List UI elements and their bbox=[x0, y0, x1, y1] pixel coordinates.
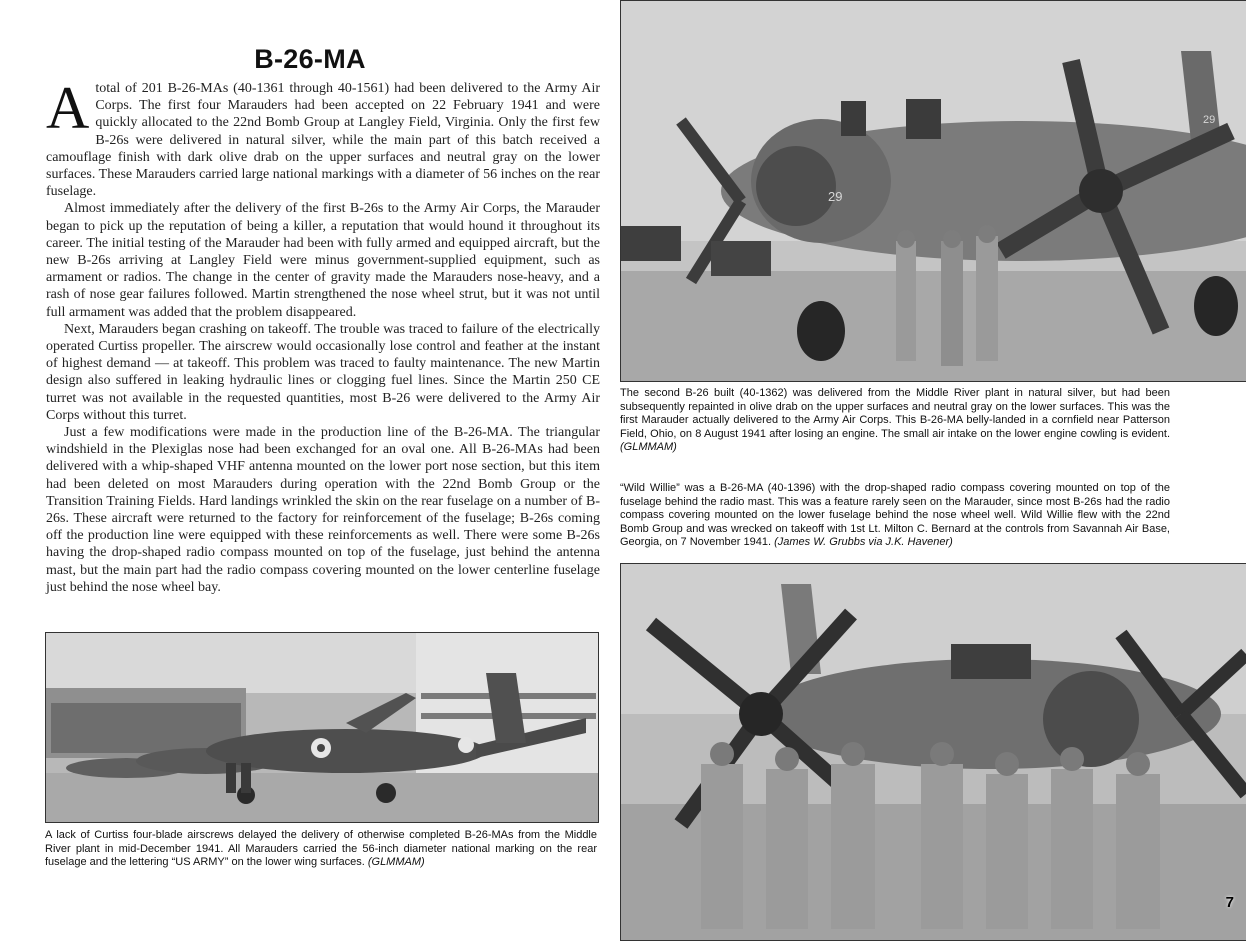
photo-b26-crew-top-image bbox=[621, 1, 1246, 381]
nose-number-text: 29 bbox=[828, 189, 843, 204]
article-body bbox=[46, 75, 600, 596]
caption-middle-right-credit: (James W. Grubbs via J.K. Havener) bbox=[774, 536, 953, 549]
page-number: 7 bbox=[1225, 894, 1234, 911]
caption-bottom-left bbox=[45, 829, 597, 870]
photo-wild-willie-crew-image bbox=[621, 564, 1246, 940]
photo-aircraft-row-image bbox=[46, 633, 598, 822]
drop-cap: A bbox=[46, 75, 90, 141]
paragraph-1-text: total of 201 B-26-MAs (40-1361 through 40-1561) had been delivered to the Army Air Corps. The first four Marauders had been accepted on 22 February 1941 and were quickly allocated to the 22nd Bomb Group at Langley Field, Virginia. Only the first few B-26s were delivered in natural silver, while the main part of this batch received a camouflage finish with dark olive drab on the upper surfaces and neutral gray on the lower surfaces. These Marauders carried large national markings with a diameter of 56 inches on the rear fuselage. bbox=[46, 81, 600, 200]
paragraph-1 bbox=[46, 75, 600, 200]
paragraph-2: Almost immediately after the delivery of the first B-26s to the Army Air Corps, the Marauder began to pick up the reputation of being a killer, a reputation that would hound it throughout its career. The initial testing of the Marauder had been with fully armed and equipped aircraft, but the new B-26s arriving at Langley Field were minus government-supplied equipment, such as armament or radios. The change in the center of gravity made the Marauders nose-heavy, and a rash of nose gear failures followed. Martin strengthened the nose wheel strut, but it was not until full armament was added that the problem disappeared. bbox=[46, 201, 600, 320]
caption-bottom-left-credit: (GLMMAM) bbox=[367, 856, 425, 869]
photo-wild-willie-crew bbox=[620, 563, 1246, 941]
photo-b26-crew-top bbox=[620, 0, 1246, 382]
right-column bbox=[620, 0, 1246, 939]
caption-top-right bbox=[620, 387, 1170, 455]
caption-middle-right-text: “Wild Willie” was a B-26-MA (40-1396) with the drop-shaped radio compass covering mounted on top of the fuselage behind the radio mast. This was a feature rarely seen on the Marauder, since most B-26s had the radio compass covering mounted on the lower fuselage behind the nose wheel well. Wild Willie flew with the 22nd Bomb Group and was wrecked on takeoff with 1st Lt. Milton C. Bernard at the controls from Savannah Air Base, Georgia, on 7 November 1941. bbox=[620, 482, 1170, 549]
paragraph-4: Just a few modifications were made in the production line of the B-26-MA. The triangular windshield in the Plexiglas nose had been exchanged for an oval one. All B-26-MAs had been delivered with a whip-shaped VHF antenna mounted on the lower port nose section, but this item had been deleted on most Marauders during operation with the 22nd Bomb Group or the Transition Training Fields. Hard landings wrinkled the skin on the rear fuselage on a number of B-26s. These aircraft were returned to the factory for reinforcement of the fuselage; B-26s coming off the production line were equipped with these reinforcements as well. There were some B-26s having the drop-shaped radio compass mounted on top of the fuselage, just behind the antenna mast, but the main part had the radio compass covering mounted on the lower centerline fuselage just behind the nose wheel bay. bbox=[46, 425, 600, 595]
caption-middle-right bbox=[620, 482, 1170, 550]
photo-aircraft-row bbox=[45, 632, 599, 823]
page-title: B-26-MA bbox=[254, 44, 366, 74]
left-column bbox=[0, 0, 620, 939]
paragraph-3: Next, Marauders began crashing on takeoff. The trouble was traced to failure of the electrically operated Curtiss propeller. The airscrew would occasionally lose control and feather at the instant of highest demand — at takeoff. This problem was traced to faulty maintenance. The new Martin design also suffered in leaking hydraulic lines or clogging fuel lines. Since the Martin 250 CE turret was not available in the requested quantities, most B-26 were delivered to the Army Air Corps without this turret. bbox=[46, 321, 600, 423]
caption-top-right-credit: (GLMMAM) bbox=[620, 441, 677, 454]
tail-number-text: 29 bbox=[1203, 114, 1216, 126]
caption-top-right-text: The second B-26 built (40-1362) was delivered from the Middle River plant in natural silver, but had been subsequently repainted in olive drab on the upper surfaces and neutral gray on the lower surfaces. This was the first Marauder actually delivered to the Army Air Corps. This B-26-MA belly-landed in a cornfield near Patterson Field, Ohio, on 8 August 1941 after losing an engine. The small air intake on the lower engine cowling is evident. bbox=[620, 387, 1170, 440]
caption-bottom-left-text: A lack of Curtiss four-blade airscrews delayed the delivery of otherwise completed B-26-MAs from the Middle River plant in mid-December 1941. All Marauders carried the 56-inch diameter national marking on the rear fuselage and the lettering “US ARMY” on the lower wing surfaces. bbox=[45, 829, 597, 869]
